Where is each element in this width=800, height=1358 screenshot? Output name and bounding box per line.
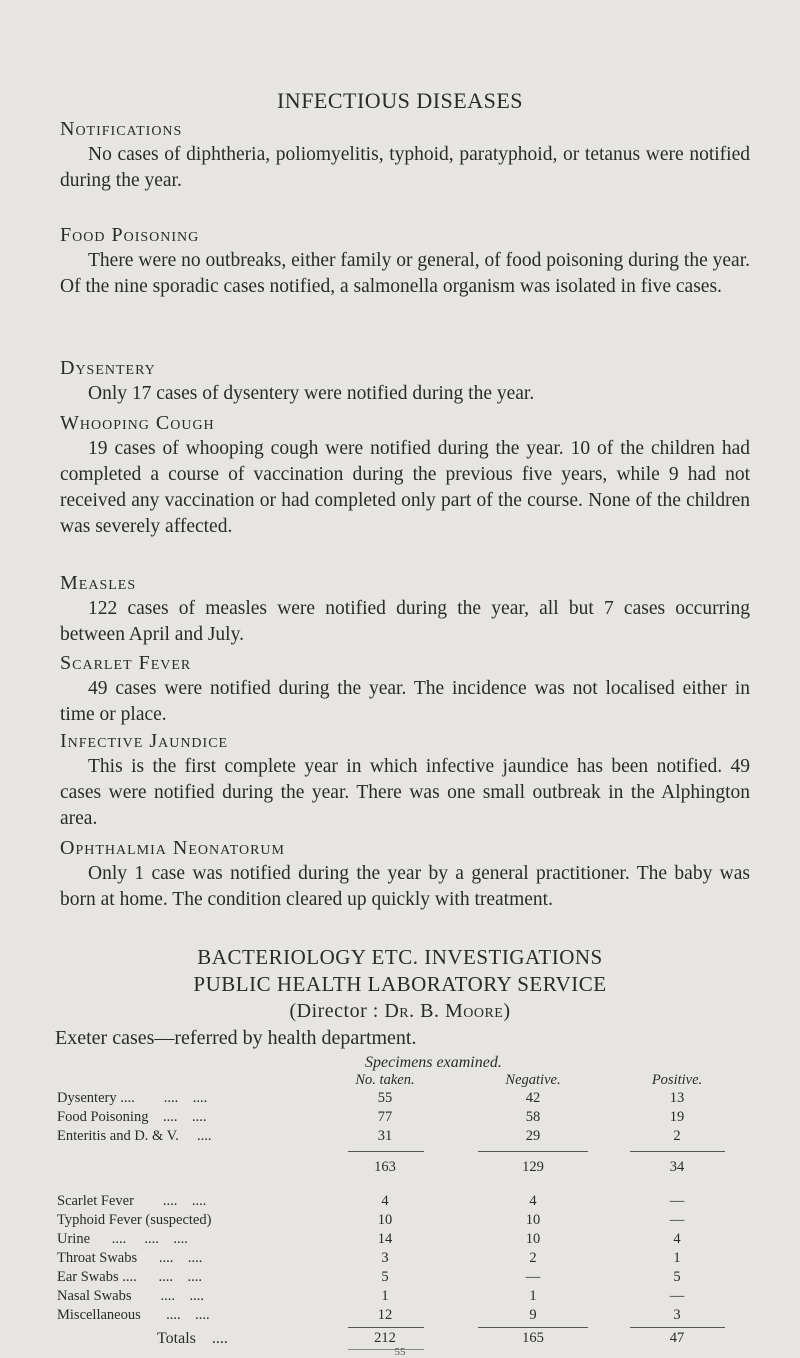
negative-cell: 58 — [525, 1109, 541, 1125]
row-label: Miscellaneous .... .... — [57, 1307, 210, 1323]
taken-cell: 3 — [381, 1250, 389, 1266]
totals-taken: 212 — [374, 1330, 396, 1346]
subtotal-row — [0, 1159, 800, 1179]
table-row — [0, 1231, 800, 1251]
negative-cell: 10 — [525, 1231, 541, 1247]
totals-negative: 165 — [522, 1330, 544, 1346]
totals-rule — [630, 1327, 725, 1328]
table-row — [0, 1212, 800, 1232]
positive-cell: 19 — [669, 1109, 685, 1125]
subtotal-rule — [478, 1151, 588, 1152]
section-text: There were no outbreaks, either family or general, of food poisoning during the year. Of the nine sporadic cases notified, a salmonella organism was isolated in five cases. — [60, 250, 750, 297]
row-label: Nasal Swabs .... .... — [57, 1288, 205, 1304]
column-header-negative: Negative. — [505, 1072, 561, 1088]
table-row — [0, 1193, 800, 1213]
section-heading: Ophthalmia Neonatorum — [60, 837, 285, 859]
column-header-taken: No. taken. — [355, 1072, 415, 1088]
director-name: Dr. B. Moore — [384, 1000, 504, 1022]
section-text: 49 cases were notified during the year. The incidence was not localised either in time or place. — [60, 678, 750, 725]
director-prefix: (Director : — [289, 1000, 385, 1022]
table-group-header-row — [0, 1054, 800, 1074]
section-text: This is the first complete year in which infective jaundice has been notified. 49 cases were notified during the year. There was one small outbreak in the Alphington area. — [60, 756, 750, 829]
section-heading: Whooping Cough — [60, 412, 215, 434]
negative-cell: 29 — [525, 1128, 541, 1144]
positive-cell: 5 — [673, 1269, 681, 1285]
section-heading: Food Poisoning — [60, 224, 200, 246]
row-label: Urine .... .... .... — [57, 1231, 188, 1247]
negative-cell: 1 — [529, 1288, 537, 1304]
director-suffix: ) — [503, 1000, 511, 1022]
taken-cell: 77 — [377, 1109, 393, 1125]
table-row — [0, 1269, 800, 1289]
column-header-positive: Positive. — [651, 1072, 703, 1088]
taken-cell: 1 — [381, 1288, 389, 1304]
page-number: 55 — [394, 1346, 406, 1358]
taken-cell: 12 — [377, 1307, 393, 1323]
positive-cell: — — [669, 1193, 685, 1209]
totals-rule — [348, 1327, 424, 1328]
subtotal-rule — [630, 1151, 725, 1152]
table-row — [0, 1128, 800, 1148]
row-label: Ear Swabs .... .... .... — [57, 1269, 202, 1285]
negative-cell: 2 — [529, 1250, 537, 1266]
table-row — [0, 1288, 800, 1308]
section-text: Only 1 case was notified during the year by a general practitioner. The baby was born at home. The condition cleared up quickly with treatment. — [60, 863, 750, 910]
totals-rule — [478, 1327, 588, 1328]
totals-label: Totals .... — [157, 1330, 228, 1347]
section-text: 19 cases of whooping cough were notified during the year. 10 of the children had completed a course of vaccination during the previous five years, while 9 had not received any vaccination or had completed only part of the course. None of the children was severely affected. — [60, 438, 750, 537]
row-label: Typhoid Fever (suspected) — [57, 1212, 212, 1228]
table-row — [0, 1250, 800, 1270]
row-label: Scarlet Fever .... .... — [57, 1193, 207, 1209]
subtotal-taken: 163 — [374, 1159, 396, 1175]
section-text: No cases of diphtheria, poliomyelitis, typhoid, paratyphoid, or tetanus were notified during the year. — [60, 144, 750, 191]
section-heading: Scarlet Fever — [60, 652, 192, 674]
taken-cell: 4 — [381, 1193, 389, 1209]
positive-cell: 1 — [673, 1250, 681, 1266]
row-label: Enteritis and D. & V. .... — [57, 1128, 212, 1144]
row-label: Food Poisoning .... .... — [57, 1109, 207, 1125]
section-text: Only 17 cases of dysentery were notified during the year. — [88, 383, 535, 404]
positive-cell: 3 — [673, 1307, 681, 1323]
group-header: Specimens examined. — [365, 1054, 502, 1071]
taken-cell: 10 — [377, 1212, 393, 1228]
negative-cell: 4 — [529, 1193, 537, 1209]
page-title: INFECTIOUS DISEASES — [276, 88, 524, 113]
table-row — [0, 1109, 800, 1129]
section-heading: Dysentery — [60, 357, 156, 379]
positive-cell: — — [669, 1288, 685, 1304]
row-label: Dysentery .... .... .... — [57, 1090, 208, 1106]
taken-cell: 31 — [377, 1128, 393, 1144]
section-heading: Measles — [60, 572, 137, 594]
lab-heading-2: PUBLIC HEALTH LABORATORY SERVICE — [193, 972, 607, 996]
section-text: 122 cases of measles were notified during the year, all but 7 cases occurring between April and July. — [60, 598, 750, 645]
table-row — [0, 1307, 800, 1327]
table-row — [0, 1090, 800, 1110]
negative-cell: — — [525, 1269, 541, 1285]
totals-positive: 47 — [669, 1330, 685, 1346]
subtotal-negative: 129 — [522, 1159, 544, 1175]
positive-cell: — — [669, 1212, 685, 1228]
subtotal-positive: 34 — [669, 1159, 685, 1175]
taken-cell: 55 — [377, 1090, 393, 1106]
row-label: Throat Swabs .... .... — [57, 1250, 203, 1266]
referred-line: Exeter cases—referred by health department. — [55, 1027, 417, 1049]
positive-cell: 2 — [673, 1128, 681, 1144]
lab-heading-1: BACTERIOLOGY ETC. INVESTIGATIONS — [197, 945, 603, 969]
positive-cell: 13 — [669, 1090, 685, 1106]
section-heading: Infective Jaundice — [60, 730, 229, 752]
taken-cell: 14 — [377, 1231, 393, 1247]
negative-cell: 9 — [529, 1307, 537, 1323]
taken-cell: 5 — [381, 1269, 389, 1285]
negative-cell: 42 — [525, 1090, 541, 1106]
negative-cell: 10 — [525, 1212, 541, 1228]
section-heading: Notifications — [60, 118, 183, 140]
positive-cell: 4 — [673, 1231, 681, 1247]
subtotal-rule — [348, 1151, 424, 1152]
table-header-row — [0, 1072, 800, 1092]
